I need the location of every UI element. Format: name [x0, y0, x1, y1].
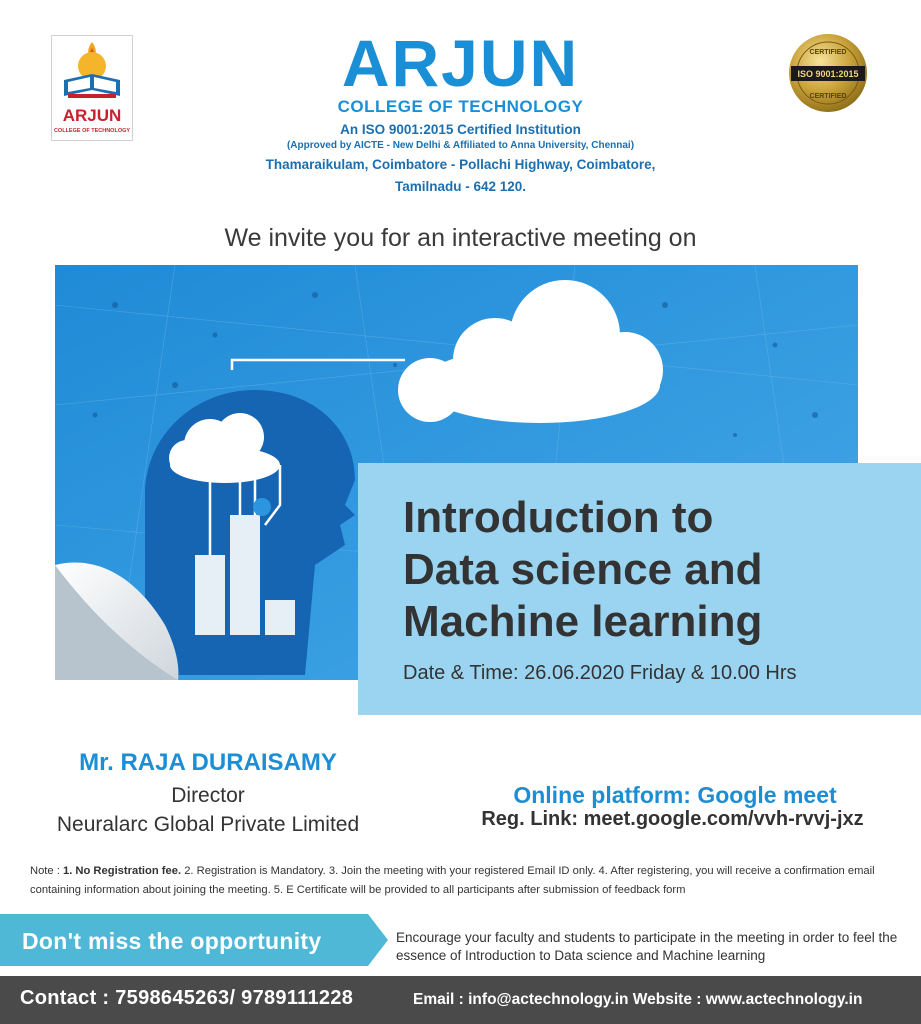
topic-title-line-1: Introduction to [403, 493, 714, 542]
address-line-1: Thamaraikulam, Coimbatore - Pollachi Highway, Coimbatore, [265, 157, 656, 172]
topic-title [403, 492, 763, 648]
note-rest: 2. Registration is Mandatory. 3. Join the meeting with your registered Email ID only. 4. After registering, you will receive a confirmation email containing information about joining the meeting. 5. E Certificate will be provided to all participants after submission of feedback form [30, 865, 875, 896]
contact-phone[interactable]: Contact : 7598645263/ 9789111228 [20, 987, 354, 1009]
online-platform: Online platform: Google meet [513, 782, 837, 808]
speaker-organization: Neuralarc Global Private Limited [56, 813, 360, 836]
event-datetime: Date & Time: 26.06.2020 Friday & 10.00 Hrs [403, 662, 797, 684]
topic-title-line-2: Data science and [403, 545, 763, 594]
college-subtitle: COLLEGE OF TECHNOLOGY [337, 97, 584, 116]
approval-line: (Approved by AICTE - New Delhi & Affiliated to Anna University, Chennai) [286, 140, 635, 151]
seal-bottom-text: CERTIFIED [809, 93, 847, 100]
college-name: ARJUN [341, 26, 580, 100]
seal-middle-text: ISO 9001:2015 [797, 69, 859, 79]
iso-seal-icon [785, 32, 871, 114]
seal-top-text: CERTIFIED [809, 49, 847, 56]
opportunity-label: Don't miss the opportunity [22, 928, 322, 954]
iso-certification-line: An ISO 9001:2015 Certified Institution [340, 122, 581, 137]
encourage-text: Encourage your faculty and students to participate in the meeting in order to feel the essence of Introduction to Data science and Machine learning [396, 930, 898, 963]
speaker-role: Director [171, 784, 245, 807]
speaker-name: Mr. RAJA DURAISAMY [79, 749, 337, 776]
note-text [30, 862, 900, 900]
email-website[interactable]: Email : info@actechnology.in Website : www.actechnology.in [413, 991, 863, 1008]
logo-subtitle: COLLEGE OF TECHNOLOGY [53, 128, 131, 134]
note-prefix: Note : [30, 865, 63, 877]
registration-link[interactable]: Reg. Link: meet.google.com/vvh-rvvj-jxz [481, 808, 864, 830]
note-bold: 1. No Registration fee. [62, 865, 182, 877]
address-line-2: Tamilnadu - 642 120. [394, 179, 527, 194]
logo-wordmark: ARJUN [62, 106, 122, 125]
invite-text: We invite you for an interactive meeting on [224, 224, 697, 252]
topic-title-line-3: Machine learning [403, 597, 763, 646]
